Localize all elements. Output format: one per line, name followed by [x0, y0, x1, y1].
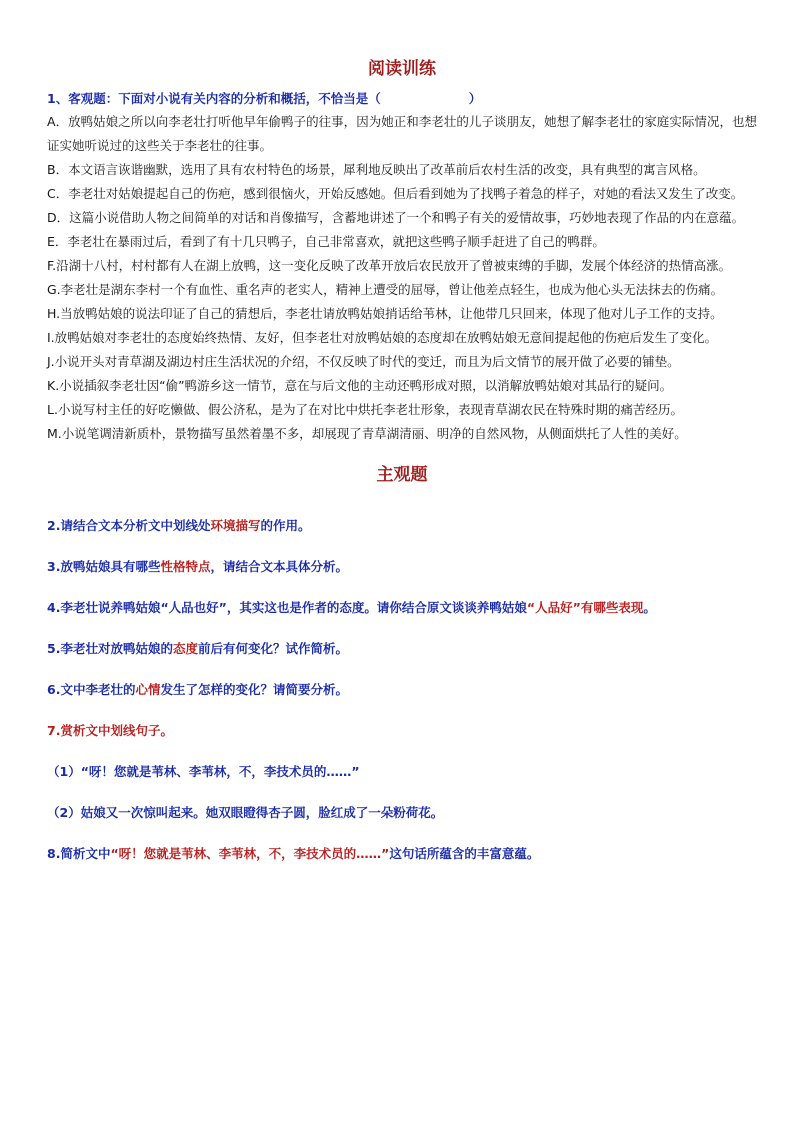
question-4 — [47, 598, 757, 618]
question-7-sentence-1: （1）“呀！您就是苇林、李苇林，不，李技术员的……” — [47, 764, 360, 779]
question-7-title: 7.赏析文中划线句子。 — [47, 723, 173, 738]
subjective-title: 主观题 — [376, 465, 428, 485]
q8-highlight: “呀！您就是苇林、李苇林，不，李技术员的……” — [110, 846, 390, 861]
q4-text-c: 。 — [643, 600, 656, 615]
q4-text-a: 4.李老壮说养鸭姑娘“人品也好”，其实这也是作者的态度。请你结合原文谈谈养鸭姑娘 — [47, 600, 527, 615]
question-8 — [47, 844, 757, 864]
q2-text-a: 2.请结合文本分析文中划线处 — [47, 518, 211, 533]
q4-highlight: “人品好”有哪些表现 — [526, 600, 644, 615]
q8-text-c: 这句话所蕴含的丰富意蕴。 — [389, 846, 540, 861]
option-c: C．李老壮对姑娘提起自己的伤疤，感到很恼火，开始反感她。但后看到她为了找鸭子着急的样子，对她的看法又发生了改变。 — [47, 186, 744, 201]
q5-highlight: 态度 — [172, 641, 198, 656]
question-3 — [47, 557, 757, 577]
q3-text-c: ，请结合文本具体分析。 — [210, 559, 348, 574]
option-j: J.小说开头对青草湖及湖边村庄生活状况的介绍，不仅反映了时代的变迁，而且为后文情节的展开做了必要的铺垫。 — [47, 354, 680, 369]
q5-text-c: 前后有何变化？试作简析。 — [197, 641, 348, 656]
q6-text-c: 发生了怎样的变化？请简要分析。 — [160, 682, 348, 697]
reading-training-title: 阅读训练 — [368, 59, 436, 79]
option-e: E．李老壮在暴雨过后，看到了有十几只鸭子，自己非常喜欢，就把这些鸭子顺手赶进了自己的鸭群。 — [47, 234, 605, 249]
option-k: K.小说插叙李老壮因“偷”鸭游乡这一情节，意在与后文他的主动还鸭形成对照，以消解放鸭姑娘对其品行的疑问。 — [47, 378, 673, 393]
q5-text-a: 5.李老壮对放鸭姑娘的 — [47, 641, 173, 656]
option-m: M.小说笔调清新质朴，景物描写虽然着墨不多，却展现了青草湖清丽、明净的自然风物，从侧面烘托了人性的美好。 — [47, 426, 687, 441]
option-l: L.小说写村主任的好吃懒做、假公济私，是为了在对比中烘托李老壮形象，表现青草湖农民在特殊时期的痛苦经历。 — [47, 402, 683, 417]
option-d: D．这篇小说借助人物之间简单的对话和肖像描写，含蓄地讲述了一个和鸭子有关的爱情故事，巧妙地表现了作品的内在意蕴。 — [47, 210, 745, 225]
q8-text-a: 8.简析文中 — [47, 846, 111, 861]
q3-text-a: 3.放鸭姑娘具有哪些 — [47, 559, 161, 574]
q6-highlight: 心情 — [135, 682, 161, 697]
option-a: A．放鸭姑娘之所以向李老壮打听他早年偷鸭子的往事，因为她正和李老壮的儿子谈朋友，她想了解李老壮的家庭实际情况，也想证实她听说过的这些关于李老壮的往事。 — [47, 114, 757, 153]
option-i: I.放鸭姑娘对李老壮的态度始终热情、友好，但李老壮对放鸭姑娘的态度却在放鸭姑娘无意间提起他的伤疤后发生了变化。 — [47, 330, 718, 345]
option-g: G.李老壮是湖东李村一个有血性、重名声的老实人，精神上遭受的屈辱，曾让他差点轻生，也成为他心头无法抹去的伤痛。 — [47, 282, 724, 297]
question-5 — [47, 639, 757, 659]
q1-paren-close: ） — [468, 91, 482, 106]
q1-stem-text: 1、客观题：下面对小说有关内容的分析和概括，不恰当是（ — [47, 91, 381, 106]
q1-stem — [47, 88, 757, 110]
option-f: F.沿湖十八村，村村都有人在湖上放鸭，这一变化反映了改革开放后农民放开了曾被束缚的手脚，发展个体经济的热情高涨。 — [47, 258, 732, 273]
q1-options-list — [47, 110, 757, 446]
worksheet-page — [47, 56, 757, 864]
question-2 — [47, 516, 757, 536]
question-6 — [47, 680, 757, 700]
q3-highlight: 性格特点 — [160, 559, 211, 574]
q6-text-a: 6.文中李老壮的 — [47, 682, 136, 697]
q2-highlight: 环境描写 — [210, 518, 261, 533]
option-b: B．本文语言诙谐幽默，选用了具有农村特色的场景，犀利地反映出了改革前后农村生活的改变，具有典型的寓言风格。 — [47, 162, 706, 177]
option-h: H.当放鸭姑娘的说法印证了自己的猜想后，李老壮请放鸭姑娘捎话给苇林，让他带几只回来，体现了他对儿子工作的支持。 — [47, 306, 723, 321]
question-7-sentence-2: （2）姑娘又一次惊叫起来。她双眼瞪得杏子圆，脸红成了一朵粉荷花。 — [47, 805, 444, 820]
q2-text-c: 的作用。 — [260, 518, 311, 533]
